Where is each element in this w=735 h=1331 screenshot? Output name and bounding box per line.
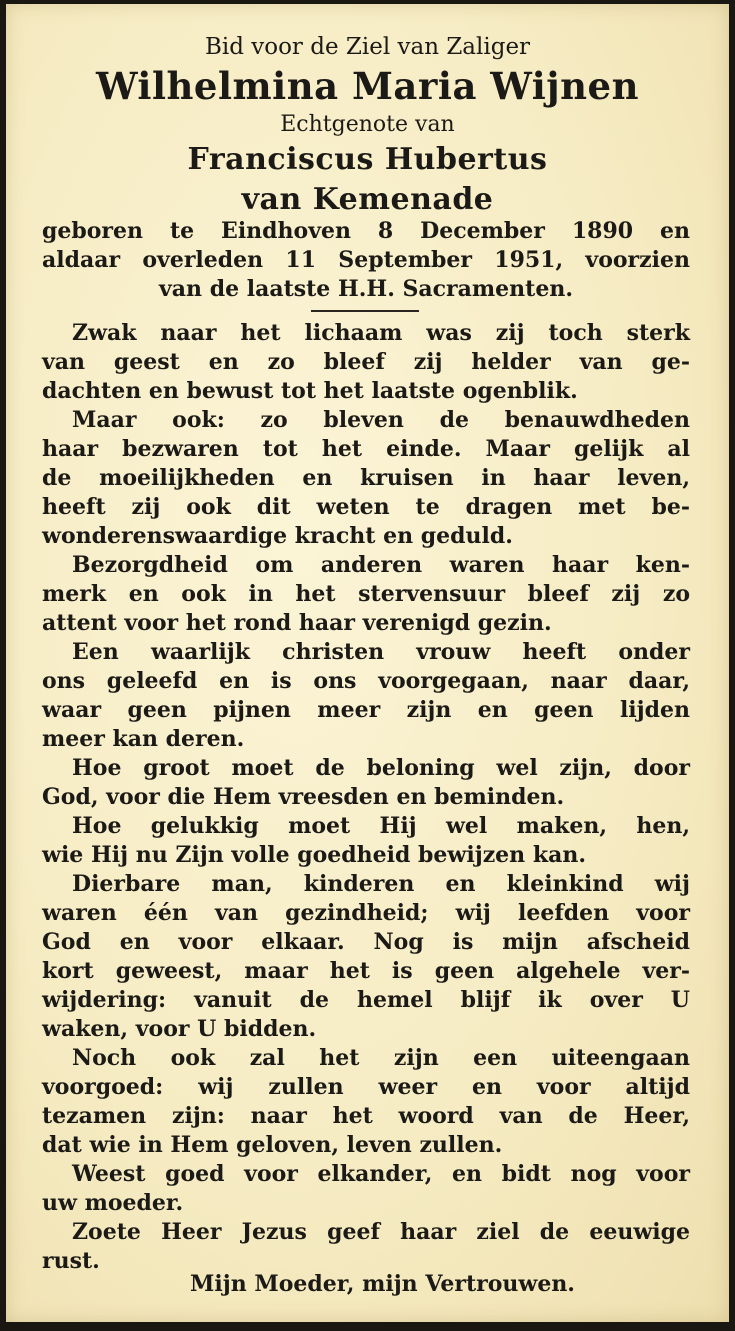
text-line: de moeilijkheden en kruisen in haar leven, xyxy=(42,465,690,491)
text-line: voorgoed: wij zullen weer en voor altijd xyxy=(42,1074,690,1100)
text-line: meer kan deren. xyxy=(42,726,245,752)
text-line: Hoe gelukkig moet Hij wel maken, hen, xyxy=(72,813,690,839)
intro-line: Bid voor de Ziel van Zaliger xyxy=(204,34,531,60)
text-line: Noch ook zal het zijn een uiteengaan xyxy=(72,1045,690,1071)
text-line: Zwak naar het lichaam was zij toch sterk xyxy=(72,320,690,346)
text-line: dachten en bewust tot het laatste ogenblik. xyxy=(42,378,578,404)
text-line: heeft zij ook dit weten te dragen met be- xyxy=(42,494,690,520)
text-line: merk en ook in het stervensuur bleef zij zo xyxy=(42,581,690,607)
text-line: waren één van gezindheid; wij leefden voor xyxy=(42,900,690,926)
paragraph xyxy=(42,638,690,754)
text-line: God en voor elkaar. Nog is mijn afscheid xyxy=(42,929,690,955)
text-line: dat wie in Hem geloven, leven zullen. xyxy=(42,1132,503,1158)
paragraph xyxy=(42,1218,690,1276)
paragraph xyxy=(42,551,690,638)
paragraph xyxy=(42,754,690,812)
closing-line: Mijn Moeder, mijn Vertrouwen. xyxy=(190,1271,575,1297)
text-line: kort geweest, maar het is geen algehele ver- xyxy=(42,958,690,984)
card-header xyxy=(6,32,729,220)
paragraph xyxy=(42,319,690,406)
relation-line: Echtgenote van xyxy=(280,112,455,137)
deceased-name: Wilhelmina Maria Wijnen xyxy=(96,64,639,108)
text-line: Dierbare man, kinderen en kleinkind wij xyxy=(72,871,690,897)
life-line: aldaar overleden 11 September 1951, voorzien xyxy=(42,247,690,273)
text-line: haar bezwaren tot het einde. Maar gelijk al xyxy=(42,436,690,462)
text-line: Maar ook: zo bleven de benauwdheden xyxy=(72,407,690,433)
life-line: geboren te Eindhoven 8 December 1890 en xyxy=(42,218,690,244)
text-line: Een waarlijk christen vrouw heeft onder xyxy=(72,639,690,665)
text-line: Bezorgdheid om anderen waren haar ken- xyxy=(72,552,690,578)
paragraph xyxy=(42,1044,690,1160)
text-line: wie Hij nu Zijn volle goedheid bewijzen kan. xyxy=(42,842,586,868)
paragraph xyxy=(42,406,690,551)
memorial-card xyxy=(6,4,729,1322)
text-line: wonderenswaardige kracht en geduld. xyxy=(42,523,513,549)
life-line: van de laatste H.H. Sacramenten. xyxy=(159,276,573,302)
text-line: van geest en zo bleef zij helder van ge- xyxy=(42,349,690,375)
paragraph xyxy=(42,870,690,1044)
text-line: waken, voor U bidden. xyxy=(42,1016,317,1042)
life-details xyxy=(42,217,690,304)
card-text xyxy=(42,319,690,1276)
text-line: rust. xyxy=(42,1248,100,1274)
text-line: uw moeder. xyxy=(42,1190,184,1216)
text-line: Hoe groot moet de beloning wel zijn, door xyxy=(72,755,690,781)
text-line: Weest goed voor elkander, en bidt nog voor xyxy=(72,1161,690,1187)
text-line: tezamen zijn: naar het woord van de Heer, xyxy=(42,1103,690,1129)
text-line: attent voor het rond haar verenigd gezin. xyxy=(42,610,552,636)
text-line: ons geleefd en is ons voorgegaan, naar daar, xyxy=(42,668,690,694)
paragraph xyxy=(42,812,690,870)
paragraph xyxy=(42,1160,690,1218)
text-line: Zoete Heer Jezus geef haar ziel de eeuwige xyxy=(72,1219,690,1245)
text-line: waar geen pijnen meer zijn en geen lijden xyxy=(42,697,690,723)
divider-rule xyxy=(311,310,419,312)
spouse-name-line-2: van Kemenade xyxy=(241,182,494,217)
text-line: wijdering: vanuit de hemel blijf ik over U xyxy=(42,987,690,1013)
spouse-name-line-1: Franciscus Hubertus xyxy=(187,142,548,177)
text-line: God, voor die Hem vreesden en beminden. xyxy=(42,784,565,810)
